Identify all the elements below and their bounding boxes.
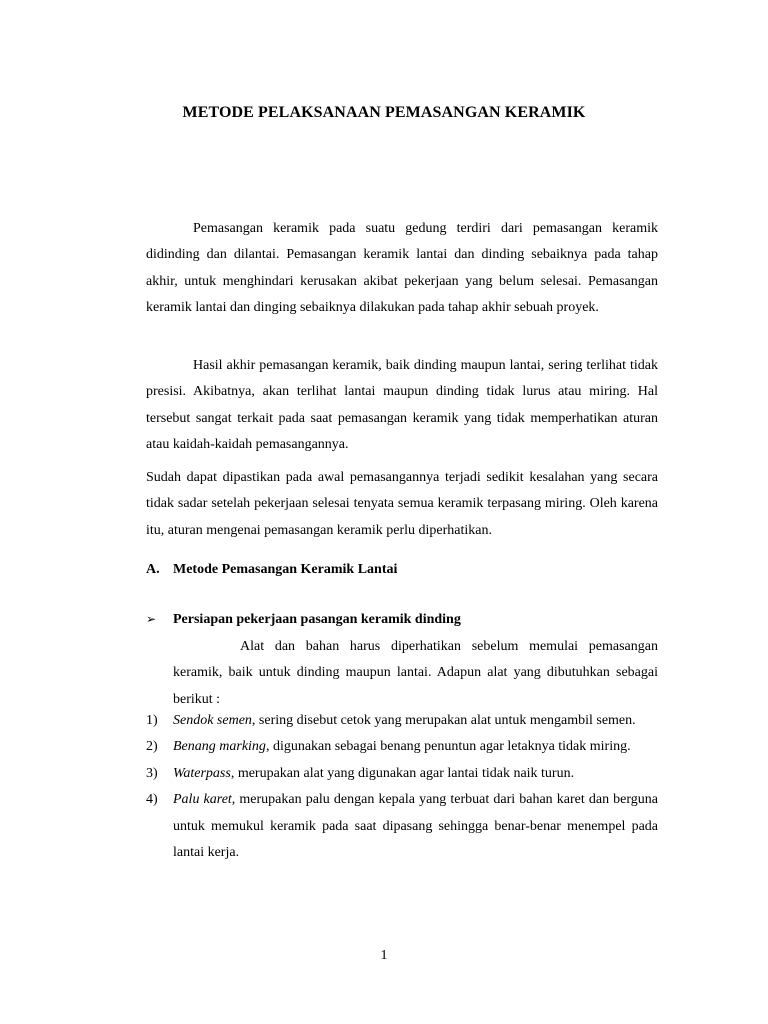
tool-term: Waterpass [173, 765, 231, 781]
paragraph-conclusion: Sudah dapat dipastikan pada awal pemasangannya terjadi sedikit kesalahan yang secara tidak sadar setelah pekerjaan selesai tenyata semua keramik terpasang miring. Oleh karena itu, aturan mengenai pemasangan keramik perlu diperhatikan. [146, 470, 658, 538]
arrow-bullet-icon: ➢ [146, 612, 157, 626]
list-item: 1) Sendok semen, sering disebut cetok yang merupakan alat untuk mengambil semen. [146, 713, 636, 728]
list-item: 3) Waterpass, merupakan alat yang digunakan agar lantai tidak naik turun. [146, 765, 575, 781]
section-a-title: Metode Pemasangan Keramik Lantai [173, 562, 398, 577]
bullet-paragraph: Alat dan bahan harus diperhatikan sebelum memulai pemasangan keramik, baik untuk dinding maupun lantai. Adapun alat yang dibutuhkan sebagai berikut : [173, 639, 658, 707]
paragraph-intro: Pemasangan keramik pada suatu gedung terdiri dari pemasangan keramik didinding dan dilantai. Pemasangan keramik lantai dan dinding sebaiknya pada tahap akhir, untuk menghindari kerusakan akibat pekerjaan yang belum selesai. Pemasangan keramik lantai dan dinging sebaiknya dilakukan pada tahap akhir sebuah proyek. [146, 221, 658, 316]
list-item: 4) Palu karet, merupakan palu dengan kepala yang terbuat dari bahan karet dan berguna untuk memukul keramik pada saat dipasang sehingga benar-benar menempel pada lantai kerja. [146, 792, 659, 861]
document-title: METODE PELAKSANAAN PEMASANGAN KERAMIK [182, 104, 586, 121]
page-number: 1 [380, 948, 388, 963]
tool-term: Sendok semen [173, 713, 252, 728]
paragraph-result: Hasil akhir pemasangan keramik, baik dinding maupun lantai, sering terlihat tidak presisi. Akibatnya, akan terlihat lantai maupun dinding tidak lurus atau miring. Hal tersebut sangat terkait pada saat pemasangan keramik yang tidak memperhatikan aturan atau kaidah-kaidah pemasangannya. [146, 358, 658, 453]
list-item: 2) Benang marking, digunakan sebagai benang penuntun agar letaknya tidak miring. [146, 739, 631, 755]
tools-list [146, 708, 658, 866]
bullet-heading [146, 612, 461, 628]
bullet-title: Persiapan pekerjaan pasangan keramik dinding [173, 612, 461, 627]
tool-term: Palu karet [173, 792, 232, 808]
section-a-label: A. [146, 562, 160, 577]
section-a-heading [146, 562, 397, 578]
tool-term: Benang marking [173, 739, 266, 755]
